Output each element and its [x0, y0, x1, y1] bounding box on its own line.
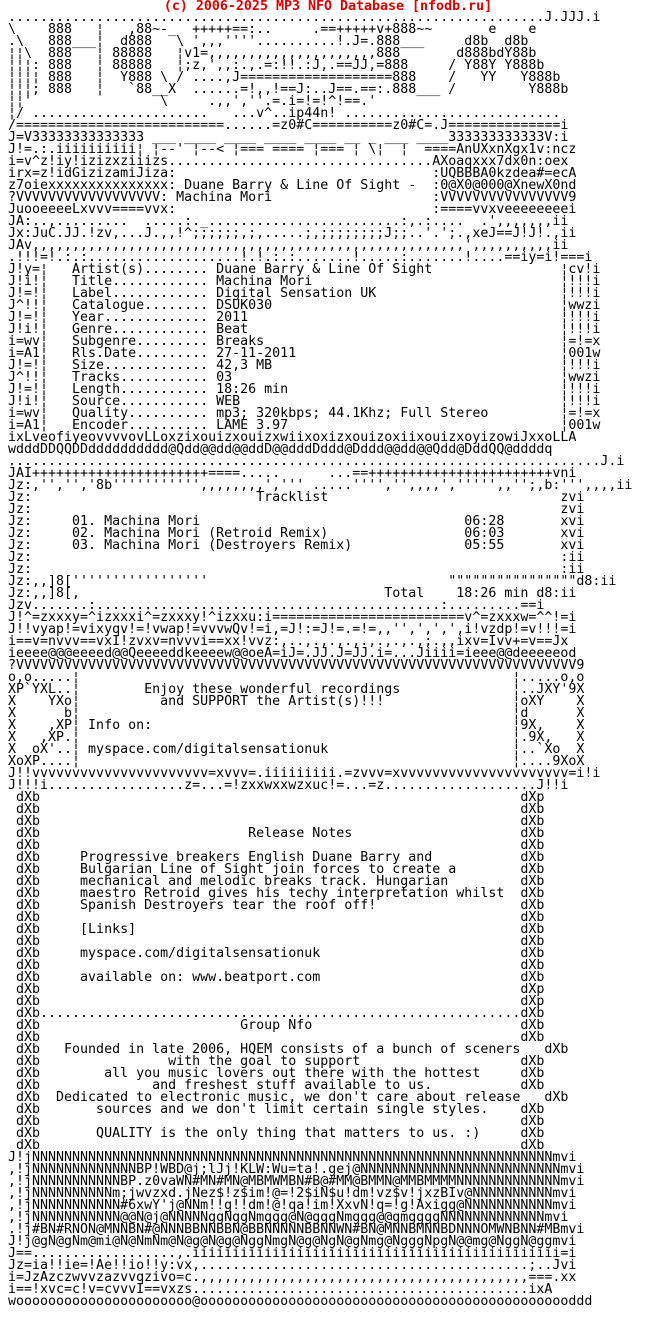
nfo-line: dXb dXp — [8, 994, 545, 1009]
nfo-line: JAv,,,,,,,,,,,,,,,,,,,,,,,,,,,,,,,,,,,,,,,,,,,,,,,,,,,,,,',,,,,,,,,,ii — [8, 238, 569, 253]
nfo-line: dXb QUALITY is the only thing that matters to us. :) dXb — [8, 1126, 545, 1141]
nfo-line: Jz: :ii — [8, 562, 585, 577]
nfo-line: .!j#BN#RNON@MNNBN#@NNNBBNNBBN@BBNNNNNBBNNWN#BN@MNNBMNNBDNNNOMWNBNN#MBmvi — [8, 1222, 585, 1237]
nfo-line: Jz: 03. Machina Mori (Destroyers Remix) 05:55 xvi — [8, 538, 585, 553]
nfo-line: ,!jNNNNNNNNNNNBP.z0vaWN#MN#MN@MBMWMBN#B@#MM@BMMN@MMBMMMMNNNNNNNNNNNNNmvi — [8, 1174, 585, 1189]
nfo-line: ,!jNNNNNNNNNNN#6xwY'j@NNm!!g!!dm!@!qa!im!XxvN!q=!g!Axigg@NNNNNNNNNNNmvi — [8, 1198, 577, 1213]
nfo-line: dXb myspace.com/digitalsensationuk dXb — [8, 946, 545, 961]
nfo-line: J==..................,.iiiiiiiiiiiiiiiiiiiiiiiiiiiiiiiiiiiiiiiiiiiiii=i — [8, 1246, 577, 1261]
nfo-line: J!i!¦ Genre............ Beat ¦!!!i — [8, 322, 601, 337]
nfo-text-block — [8, 12, 632, 1308]
nfo-line: Jz: 02. Machina Mori (Retroid Remix) 06:03 xvi — [8, 526, 585, 541]
nfo-line: ...................................................................J.JJJ.i — [8, 10, 601, 25]
nfo-line: i=wv¦ Subgenre......... Breaks ¦=!=x — [8, 334, 601, 349]
nfo-line: i=v^z!iy!izizxziiizs.................................AXoaqxxx7dx0n:oex — [8, 154, 569, 169]
nfo-line: ixLveofiyeovvvvovLLoxzixouizxouizxwiixoxizxouizoxiixouizxoyizowiJxxoLLA — [8, 430, 577, 445]
nfo-line: dXb available on: www.beatport.com dXb — [8, 970, 545, 985]
nfo-line: J!jNNNNNNNNNNNNNNNNNNNNNNNNNNNNNNNNNNNNNNNNNNNNNNNNNNNNNNNNNNNNNNNNNmvi — [8, 1150, 577, 1165]
nfo-line: i=wv¦ Quality.......... mp3; 320kbps; 44.1Khz; Full Stereo ¦=!=x — [8, 406, 601, 421]
nfo-line: ?VVVVVVVVVVVVVVVVVV: Machina Mori :VVVVVVVVVVVVVVVV9 — [8, 190, 577, 205]
nfo-line: i==v=nvvv==vxI!zvxv=nvvvi==xx!vvz:,..,.,.,.,.,.,.,.,;.,,ixv=Ivv+=v==Jx — [8, 634, 569, 649]
nfo-line: ?VVVVVVVVVVVVVVVVVVVVVVVVVVVVVVVVVVVVVVVVVVVVVVVVVVVVVVVVVVVVVVVVVVVVVV9 — [8, 658, 585, 673]
nfo-line: J!y=¦ Artist(s)........ Duane Barry & Line Of Sight ¦cv!i — [8, 262, 601, 277]
nfo-line: dXb mechanical and melodic breaks track. Hungarian dXb — [8, 874, 545, 889]
nfo-line: Jzv.......:...........................................:.........==i — [8, 598, 545, 613]
nfo-line: dXb Progressive breakers English Duane Barry and dXb — [8, 850, 545, 865]
nfo-line: dXb dXb — [8, 934, 545, 949]
nfo-line: dXb and freshest stuff available to us. dXb — [8, 1078, 545, 1093]
nfo-line: ¦¦' \ .,,',''.=.i=!=!^!==.' — [8, 94, 377, 109]
nfo-line: JA:..,......... .....:._........................:,.:.... .',,,,,,,ii — [8, 214, 569, 229]
nfo-line: ¦¦¦¦ 888 ¦ Y888 \ / ....,J===================888 / YY Y888b — [8, 70, 561, 85]
nfo-line: Jz:,,]8[, Total 18:26 min d8:ii — [8, 586, 577, 601]
nfo-line: J!i!¦ Source........... WEB ¦!!!i — [8, 394, 601, 409]
nfo-line: dXb with the goal to support dXb — [8, 1054, 545, 1069]
nfo-line: ,!jNNNNNNNNNNm;jwvzxd.jNez$!z$im!@=!2$iN$u!dm!vz$v!jxzBIv@NNNNNNNNNNmvi — [8, 1186, 577, 1201]
nfo-line: XoXP....¦ ¦....9XoX — [8, 754, 585, 769]
nfo-line: Jz: zvi — [8, 502, 585, 517]
nfo-line: Jz:,'','','8b''''''''''',,,,,,,,',''' .....'''','',,,,',''''',,'';,b:''',,,,ii — [8, 478, 633, 493]
nfo-line: irx=z!idGizizamiJiza: :UQBBBA0kzdea#=ecA — [8, 166, 577, 181]
nfo-line: X b¦ ¦d X — [8, 706, 585, 721]
nfo-line: J^!!¦ Tracks........... 03 ¦wwzi — [8, 370, 601, 385]
nfo-line: J!!vyap!=vixyqv!=!vwap!=vvvwQv!=i,=J!:=J!=.=!=,,'',',',',i!vzdp!=v!!!=i — [8, 622, 577, 637]
nfo-line: J!^=zxxxy=^izxxxi^=zxxxy!^izxxu:i========================v^=zxxxw=^^!=i — [8, 610, 577, 625]
nfo-line: ,!jNNNNNNNNNNN@@N@j@NNNNNggNggNmggg@N@gggNmggg@@gmggggNNNNNNNNNNNNNmvi — [8, 1210, 569, 1225]
nfo-line: J^!!¦ Catalogue........ DSUK030 ¦wwzi — [8, 298, 601, 313]
nfo-line: /==========================......=z0#C==========z0#C=.J==============i — [8, 118, 569, 133]
nfo-line: J=V33333333333333 ___ ____ ____ ____ ____ __ _ ___ ____333333333333V:i — [8, 130, 569, 145]
nfo-line: J!j@gN@gNm@mi@N@NmNm@N@g@N@g@NggNmgN@g@NgN@gNmg@NgggNpgN@@mg@NggN@ggmvi — [8, 1234, 577, 1249]
nfo-line: dXb dXb — [8, 802, 545, 817]
nfo-line: dXb dXb — [8, 814, 545, 829]
nfo-line: dXb Founded in late 2006, HQEM consists of a bunch of sceners dXb — [8, 1042, 569, 1057]
nfo-line: dXb dXb — [8, 1030, 545, 1045]
nfo-line: dXb Group Nfo dXb — [8, 1018, 545, 1033]
nfo-line: dXb dXb — [8, 958, 545, 973]
nfo-line: J!=!¦ Length........... 18:26 min ¦!!!i — [8, 382, 601, 397]
nfo-line: .!!!=!.:.:...................!.!.:.:.......!.....:.......!....==iy=i!===i — [8, 250, 593, 265]
nfo-line: XP`YXL..¦ Enjoy these wonderful recordings ¦..JXY'9X — [8, 682, 585, 697]
nfo-line: Jz: Tracklist zvi — [8, 490, 585, 505]
nfo-line: z7oiexxxxxxxxxxxxxxx: Duane Barry & Line Of Sight - :0@X0@000@XnewX0nd — [8, 178, 577, 193]
nfo-line: X ,XP¦ Info on: ¦9X, X — [8, 718, 585, 733]
nfo-line: dXb Release Notes dXb — [8, 826, 545, 841]
nfo-line: dXb............................................................dXb — [8, 1006, 545, 1021]
nfo-line: i=JzAzczwvvzazvvqzivo=c.,,,,,,,,,,,,,,,,,,,,,,,,,,,,,,,,,,,,,,,,,===.xx — [8, 1270, 577, 1285]
nfo-line: dXb all you music lovers out there with the hottest dXb — [8, 1066, 545, 1081]
nfo-line: dXb sources and we don't limit certain single styles. dXb — [8, 1102, 545, 1117]
nfo-line: dXb maestro Retroid gives his techy interpretation whilst dXb — [8, 886, 545, 901]
nfo-line: J!=.:.iiiiiiiiii¦ ¦--' ¦--< ¦=== ==== ¦=== ¦ \¦ ¦ ====AnUXxnXgx1v:ncz — [8, 142, 577, 157]
nfo-line: ¦¦¦: 888 ¦ 88888 ¦;z,',,:.,.=:!!.:J,.==JJ,=888 / Y88Y Y888b — [8, 58, 545, 73]
nfo-line: dXb Spanish Destroyers tear the roof off! dXb — [8, 898, 545, 913]
nfo-line: .\ 888___¦ d888 \ ',,,''''..........!.J=.888___ d8b d8b — [8, 34, 529, 49]
nfo-line: dXb dXp — [8, 982, 545, 997]
nfo-line: J!=!¦ Label............ Digital Sensation UK ¦!!!i — [8, 286, 601, 301]
nfo-line: dXb Dedicated to electronic music, we don't care about release dXb — [8, 1090, 569, 1105]
nfo-line: ieeee@@@eeeed@@Qeeeeddkeeeew@@oeA=iJ=.JJ.J=JJ.i=...Jiiii=ieee@@deeeeeod — [8, 646, 577, 661]
copyright-header: (c) 2006-2025 MP3 NFO Database [nfodb.ru] — [163, 0, 493, 14]
nfo-line: woooooooooooooooooooooo@ooooooooooooooooooooooooooooooooooooooooooooooddd — [8, 1294, 593, 1309]
nfo-line: X YXo¦ and SUPPORT the Artist(s)!!! ¦oXY X — [8, 694, 585, 709]
nfo-line: i==!xvc=c!v=cvvvI==vxzs..........................................ixA — [8, 1282, 553, 1297]
nfo-line: Jz:,,]8[''''''''''''''''' """"""""""""""""d8:ii — [8, 574, 617, 589]
nfo-line: JAI++++++++++++++++++++++====..... ...==+++++++++++++++++++++++vni — [8, 466, 577, 481]
nfo-line: i=A1¦ Rls.Date......... 27-11-2011 ¦001w — [8, 346, 601, 361]
nfo-line: dXb dXb — [8, 1138, 545, 1153]
nfo-line: Jz=ia!!ie=!Ae!!io!!y:vx,.........................................;..Jvi — [8, 1258, 577, 1273]
nfo-line: J!!!i.................z=...=!zxxwxxwzxuc!=...=z...................J!!i — [8, 778, 569, 793]
nfo-line: dXb dXb — [8, 1114, 545, 1129]
nfo-line: dXb dXb — [8, 838, 545, 853]
nfo-line: X ,XP.¦ ¦.9X, X — [8, 730, 585, 745]
nfo-line: o,o.....¦ ¦.....o,o — [8, 670, 585, 685]
nfo-line: dXb [Links] dXb — [8, 922, 545, 937]
nfo-line: ¦¦\ 888 ¦ 88888 ¦v1=,,,,,,,,,,,,,,,,,,,,,888 d888bdY88b — [8, 46, 537, 61]
nfo-line: J!=!¦ Size............. 42,3 MB ¦!!!i — [8, 358, 601, 373]
nfo-line: JuooeeeeLxvvv====vvx: :====vvxveeeeeeeei — [8, 202, 577, 217]
nfo-line: Jx:JuC.JJ.!zv,...J.,,!^;;;;;;,;,.....;,;;;;;;;;J;;..'.';.,xeJ==J!J!.,ii — [8, 226, 577, 241]
nfo-line: ..........................................................................J.i — [8, 454, 625, 469]
nfo-line: \ 888 ¦ ,88~-_ +++++==:.. .==+++++v+888~~ e e — [8, 22, 537, 37]
nfo-line: J!!vvvvvvvvvvvvvvvvvvvvvv=xvvv=.iiiiiiiii.=zvvv=xvvvvvvvvvvvvvvvvvvvvv=i!i — [8, 766, 601, 781]
nfo-line: J!=!¦ Year............. 2011 ¦!!!i — [8, 310, 601, 325]
nfo-line: dXb dXb — [8, 910, 545, 925]
nfo-line: ,!jNNNNNNNNNNNNNBP!WBD@j;lJj!KLW:Wu=ta!.gej@NNNNNNNNNNNNNNNNNNNNNNNNNmvi — [8, 1162, 585, 1177]
nfo-line: ¦¦¦; 888 ¦ `88__X ......=!,,!==J:..J==.==:.888___ / Y888b — [8, 82, 569, 97]
nfo-line: wdddDDQQDDdddddddddd@Qdd@@dd@@ddD@@dddDddd@Dddd@@dd@@Qdd@DddQQ@ddddq — [8, 442, 553, 457]
nfo-line: X oX'..¦ myspace.com/digitalsensationuk ¦..`Xo X — [8, 742, 585, 757]
nfo-line: dXb Bulgarian Line of Sight join forces to create a dXb — [8, 862, 545, 877]
nfo-line: Jz: :ii — [8, 550, 585, 565]
nfo-line: i=A1¦ Encoder.......... LAME 3.97 ¦001w — [8, 418, 601, 433]
nfo-line: Jz: 01. Machina Mori 06:28 xvi — [8, 514, 585, 529]
nfo-line: dXb dXp — [8, 790, 545, 805]
nfo-line: J!i!¦ Title............ Machina Mori ¦!!!i — [8, 274, 601, 289]
nfo-line: ¦/ ...................... ...v^..ip44n! ........................... — [8, 106, 561, 121]
